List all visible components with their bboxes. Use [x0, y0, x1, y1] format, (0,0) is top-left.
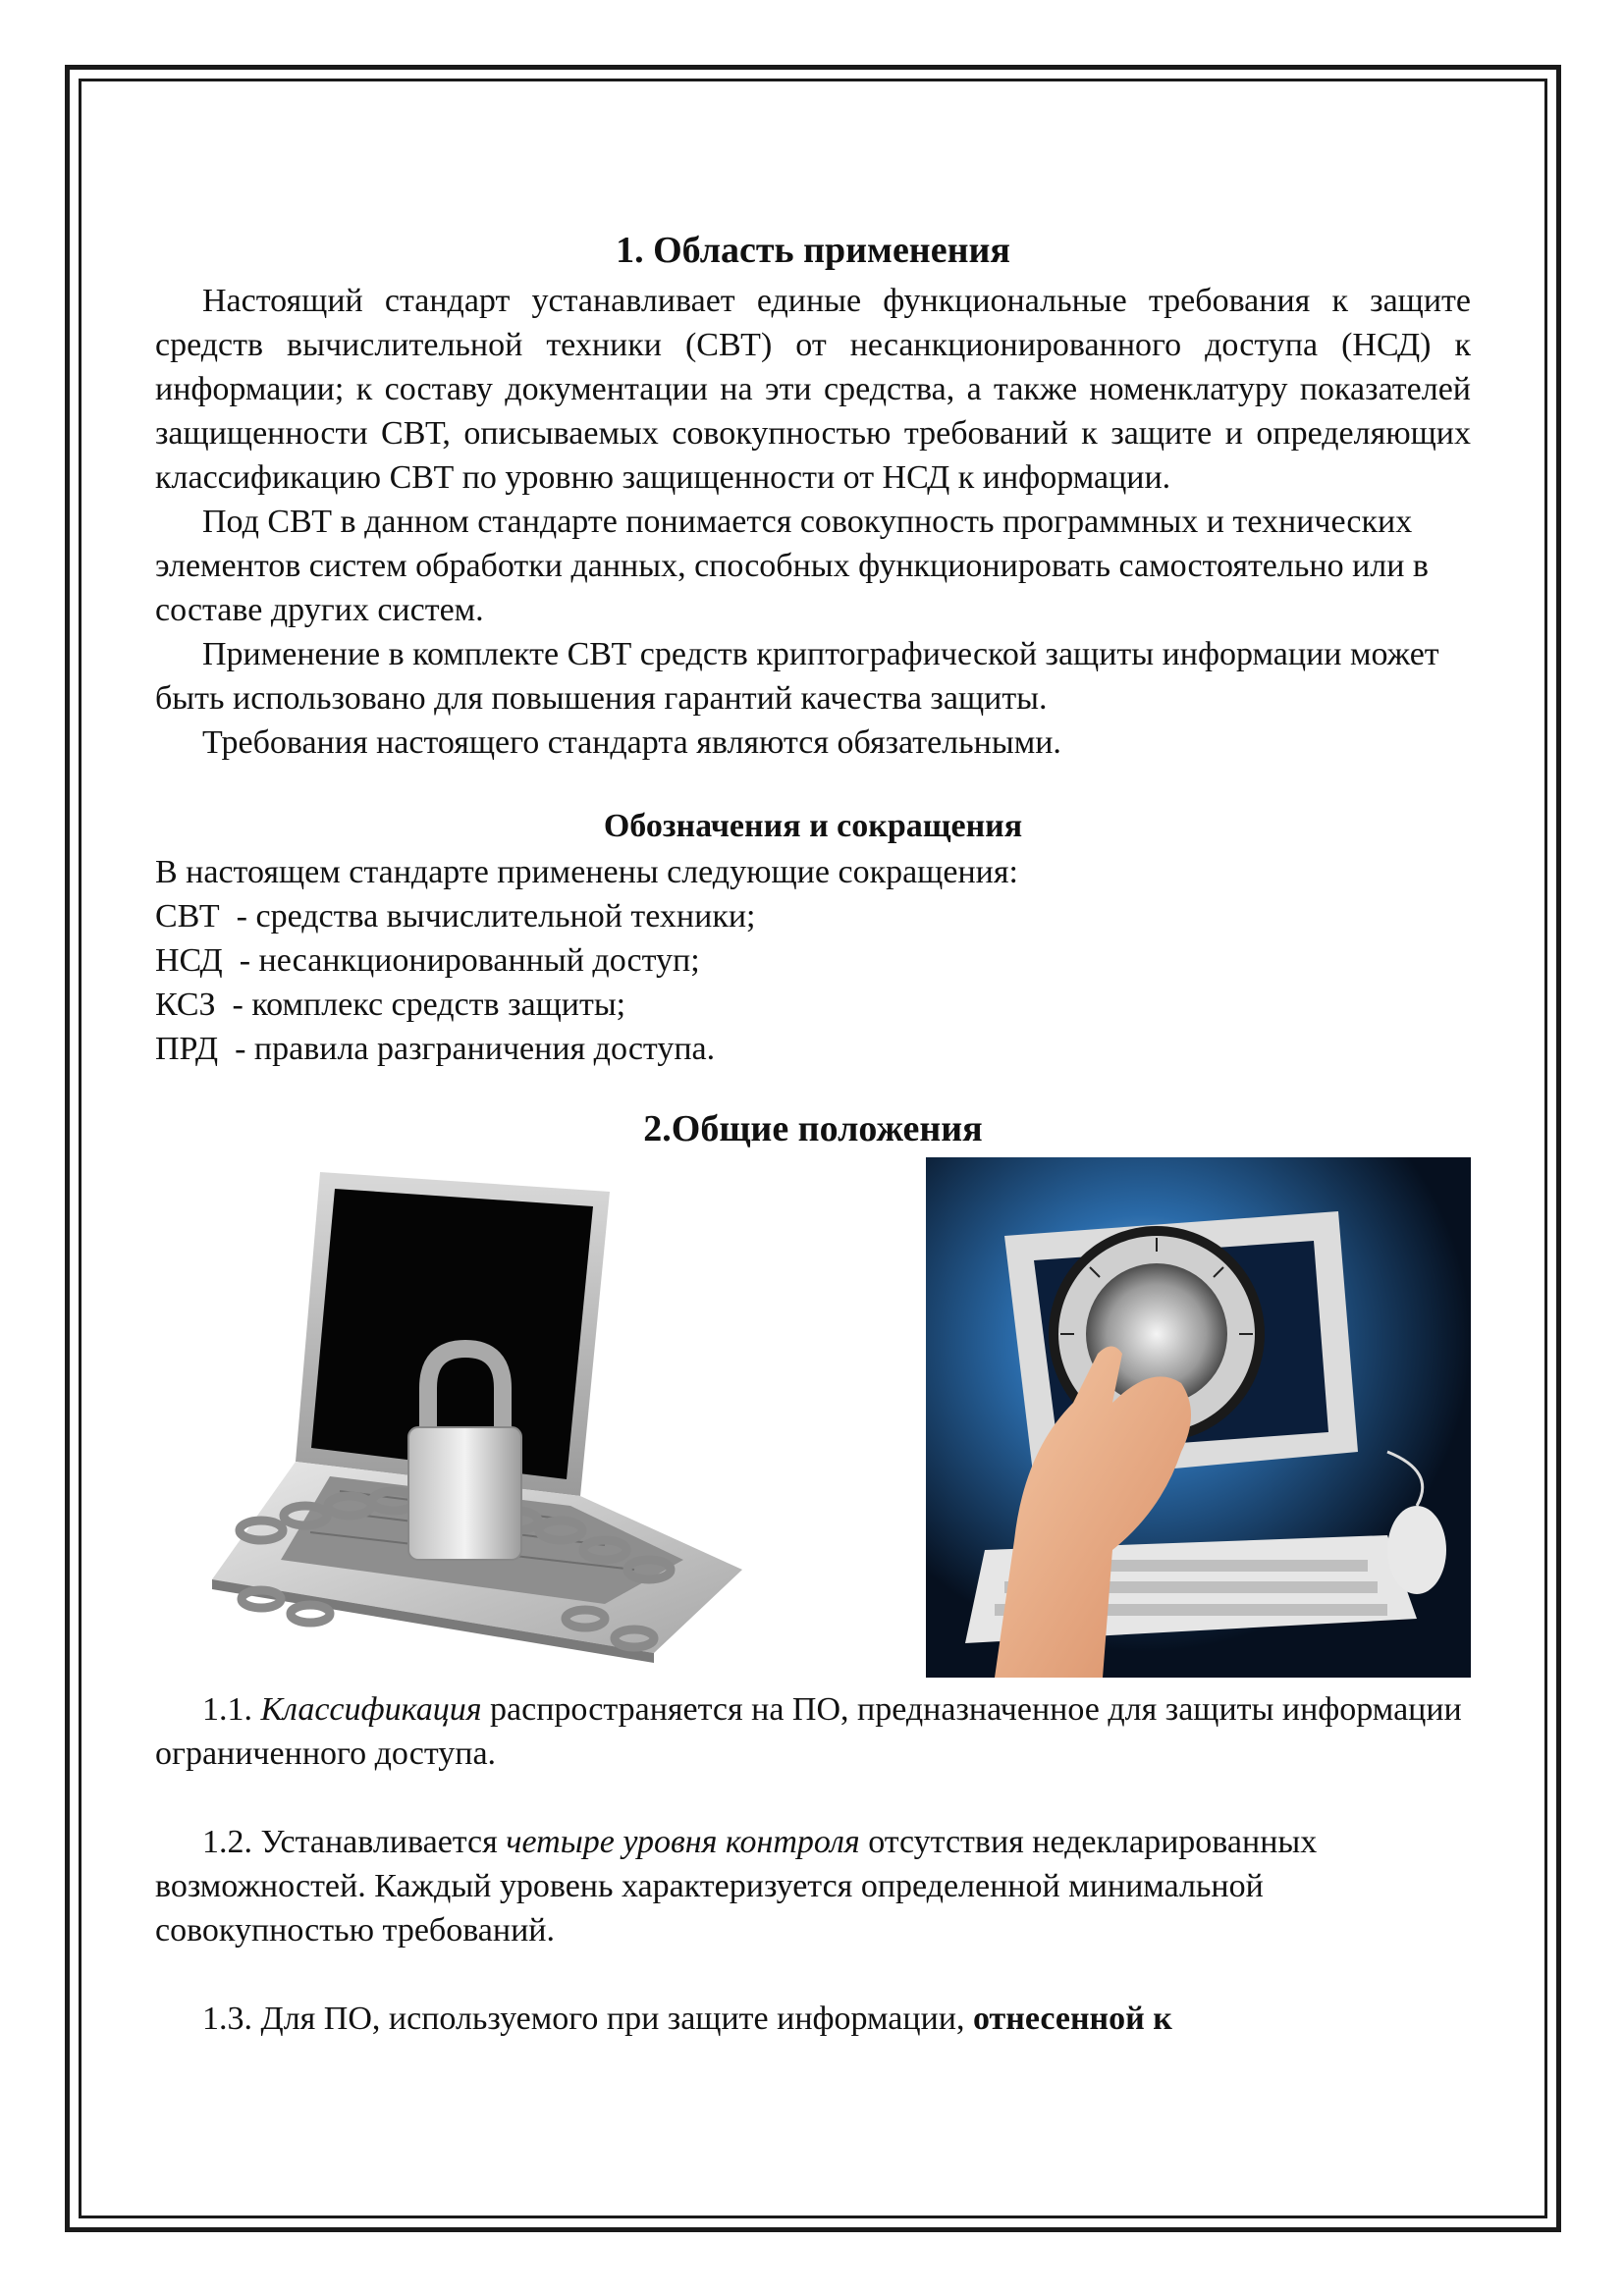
- item-1-text: распространяется на ПО, предназначенное для защиты информации ограниченного доступа.: [155, 1691, 1462, 1772]
- safe-dial-monitor-image: [926, 1157, 1471, 1678]
- spacer: [155, 765, 1471, 804]
- abbreviation-prd: ПРД - правила разграничения доступа.: [155, 1031, 716, 1067]
- abbreviations-intro: В настоящем стандарте применены следующие сокращения:: [155, 854, 1018, 890]
- section-2-item-3: [155, 1997, 1471, 2041]
- section-1-title: 1. Область применения: [616, 230, 1010, 271]
- section-2-item-2: [155, 1820, 1471, 1952]
- abbreviations-title: Обозначения и сокращения: [603, 808, 1023, 844]
- document-body: [155, 228, 1471, 2041]
- section-2-title: 2.Общие положения: [643, 1108, 983, 1149]
- item-2-text: отсутствия недекларированных возможностей. Каждый уровень характеризуется определенной минимальной совокупностью требований.: [155, 1824, 1318, 1949]
- abbreviation-svt: СВТ - средства вычислительной техники;: [155, 898, 756, 934]
- spacer: [155, 1071, 1471, 1106]
- spacer: [155, 1776, 1471, 1820]
- section-1-paragraph-4: Требования настоящего стандарта являются обязательными.: [202, 724, 1061, 761]
- item-2-number: 1.2. Устанавливается: [202, 1824, 507, 1860]
- spacer: [155, 1952, 1471, 1997]
- item-3-text: 1.3. Для ПО, используемого при защите информации,: [202, 2001, 973, 2037]
- section-2-item-1: [155, 1687, 1471, 1776]
- abbreviation-nsd: НСД - несанкционированный доступ;: [155, 942, 700, 979]
- item-1-emphasis: Классификация: [260, 1691, 482, 1728]
- section-1-paragraph-3: Применение в комплекте СВТ средств криптографической защиты информации может быть использовано для повышения гарантий качества защиты.: [155, 636, 1439, 717]
- item-3-bold: отнесенной к: [973, 2001, 1172, 2037]
- laptop-padlock-image: [192, 1167, 762, 1663]
- section-1-paragraph-1: Настоящий стандарт устанавливает единые функциональные требования к защите средств вычислительной техники (СВТ) от несанкционированного доступа (НСД) к информации; к составу документации на эти средства, а также номенклатуру показателей защищенности СВТ, описываемых совокупностью требований к защите и определяющих классификацию СВТ по уровню защищенности от НСД к информации.: [155, 283, 1471, 496]
- abbreviation-ksz: КСЗ - комплекс средств защиты;: [155, 987, 626, 1023]
- section-1-paragraph-2: Под СВТ в данном стандарте понимается совокупность программных и технических элементов систем обработки данных, способных функционировать самостоятельно или в составе других систем.: [155, 504, 1429, 628]
- illustrations: [155, 1157, 1471, 1687]
- item-1-number: 1.1.: [202, 1691, 261, 1728]
- item-2-emphasis: четыре уровня контроля: [506, 1824, 860, 1860]
